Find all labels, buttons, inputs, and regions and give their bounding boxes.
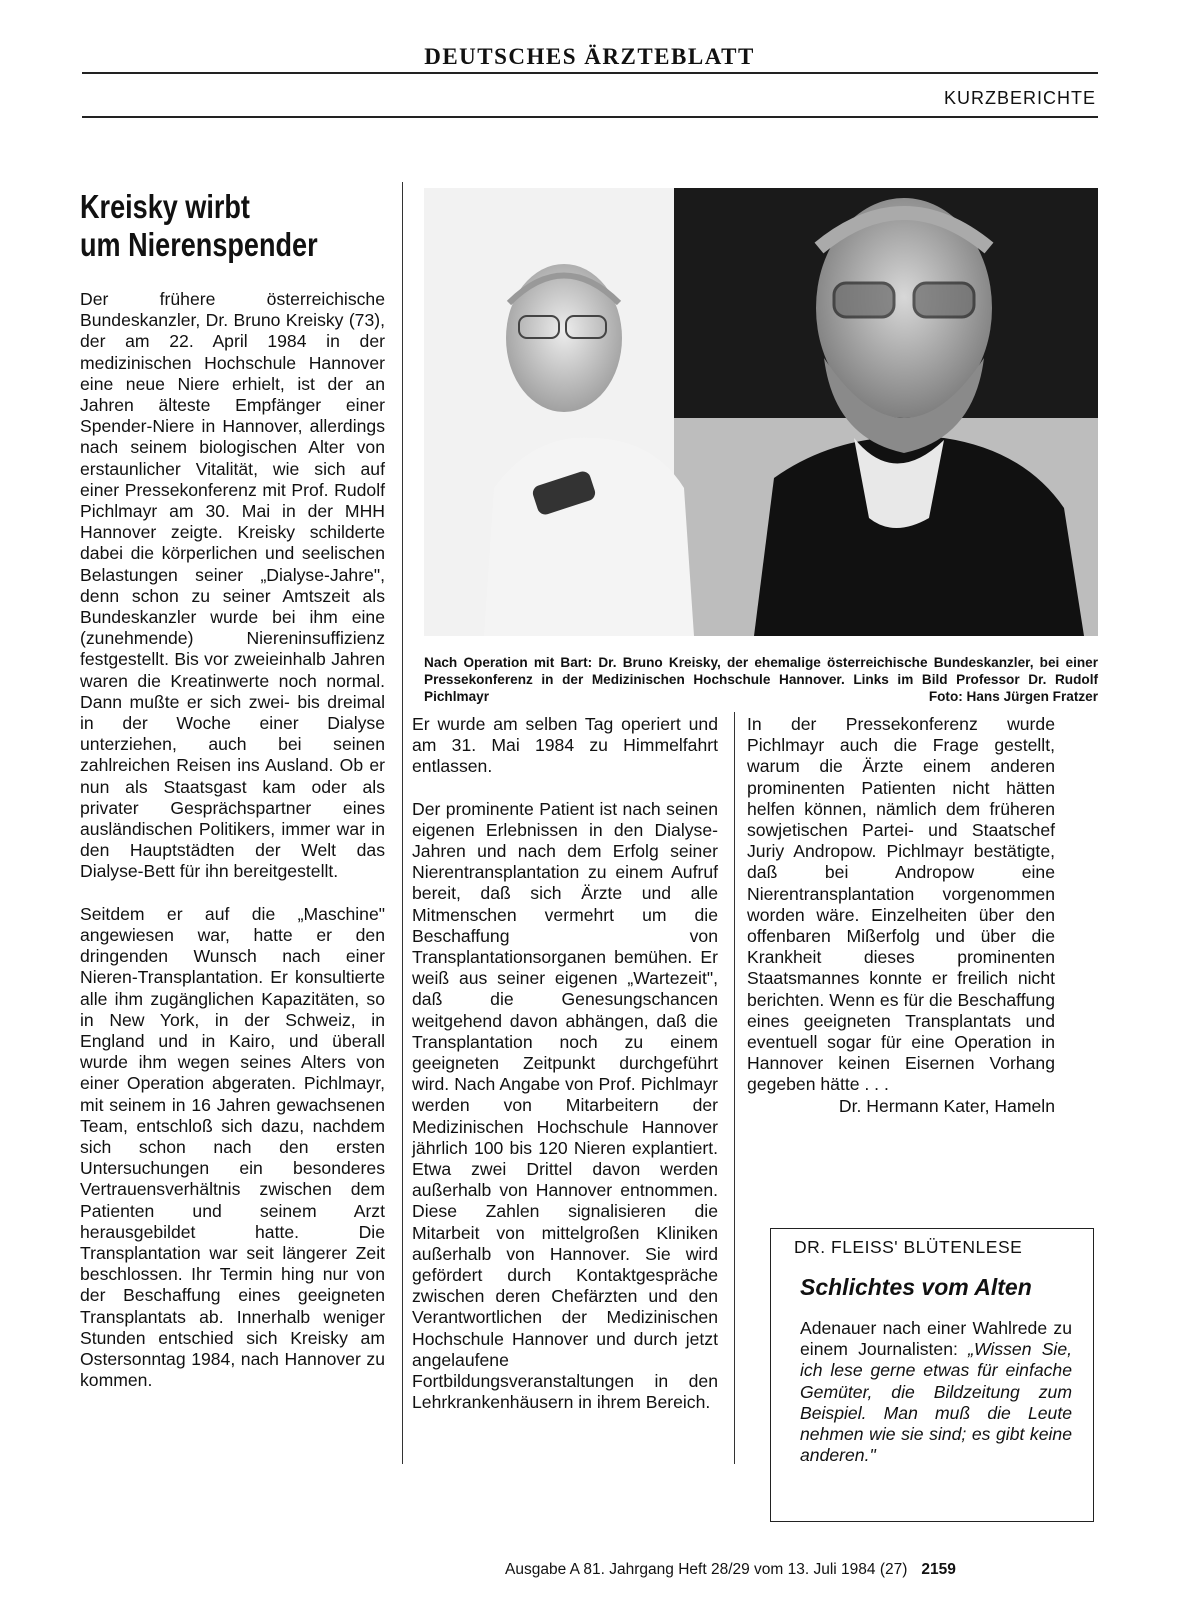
page-footer (505, 1561, 956, 1579)
column-divider (734, 712, 735, 1464)
sidebar-quote: „Wissen Sie, ich lese gerne etwas für einfache Gemüter, die Bildzeitung zum Beispiel. Man muß die Leute nehmen wie sie sind; es gibt keine anderen." (800, 1339, 1073, 1466)
article-paragraph: Er wurde am selben Tag operiert und am 31. Mai 1984 zu Himmelfahrt entlassen. (412, 714, 718, 777)
photo-caption (424, 654, 1098, 705)
caption-text: Nach Operation mit Bart: Dr. Bruno Kreisky, der ehemalige österreichische Bundeskanzler, bei einer Pressekonferenz in der Medizinischen Hochschule Hannover. Links im Bild Professor Dr. Rudolf Pichlmayr (424, 655, 1098, 704)
article-paragraph: Seitdem er auf die „Maschine" angewiesen war, hatte er den dringenden Wunsch nach einer Nieren-Transplantation. Er konsultierte alle ihm zugänglichen Kapazitäten, so in New York, in der Schweiz, in England und in Kairo, und überall wurde ihm wegen seines Alters von einer Operation abgeraten. Pichlmayr, mit seinem in 16 Jahren gewachsenen Team, entschloß sich dazu, nachdem sich schon nach den ersten Untersuchungen ein besonderes Vertrauensverhältnis zwischen dem Patienten und seinem Arzt herausgebildet hatte. Die Transplantation war seit längerer Zeit beschlossen. Ihr Termin hing nur von der Beschaffung eines geeigneten Transplantats ab. Innerhalb weniger Stunden entschied sich Kreisky am Ostersonntag 1984, nach Hannover zu kommen. (80, 903, 385, 1391)
photo-illustration (424, 188, 1098, 636)
headline-line-1: Kreisky wirbt (80, 188, 250, 225)
article-paragraph: Der prominente Patient ist nach seinen eigenen Erlebnissen in den Dialyse-Jahren und nach dem Erfolg seiner Nierentransplantation zu einem Aufruf bereit, daß sich Ärzte und alle Mitmenschen vermehrt um die Beschaffung von Transplantationsorganen bemühen. Er weiß aus seiner eigenen „Wartezeit", daß die Genesungschancen weitgehend davon abhängen, daß die Transplantation noch zu einem geeigneten Zeitpunkt durchgeführt wird. Nach Angabe von Prof. Pichlmayr werden von Mitarbeitern der Medizinischen Hochschule Hannover jährlich 100 bis 120 Nieren explantiert. Etwa zwei Drittel davon werden außerhalb von Hannover entnommen. Diese Zahlen signalisieren die Mitarbeit von mittelgroßen Kliniken außerhalb von Hannover. Sie wird gefördert durch Kontaktgespräche zwischen deren Chefärzten und den Verantwortlichen der Medizinischen Hochschule Hannover und durch jetzt angelaufene Fortbildungsveranstaltungen in den Lehrkrankenhäusern in ihrem Bereich. (412, 798, 718, 1413)
sidebar-title: Schlichtes vom Alten (800, 1274, 1032, 1300)
author-signature: Dr. Hermann Kater, Hameln (838, 1095, 1055, 1116)
column-divider (402, 182, 403, 1464)
article-paragraph: In der Pressekonferenz wurde Pichlmayr auch die Frage gestellt, warum die Ärzte einem anderen prominenten Patienten nicht hätten helfen können, nämlich dem früheren sowjetischen Partei- und Staatschef Juriy Andropow. Pichlmayr bestätigte, daß bei Andropow eine Nierentransplantation vorgenommen worden wäre. Einzelheiten über den offenbaren Mißerfolg und über die Krankheit dieses prominenten Staatsmannes konnte er freilich nicht berichten. Wenn es für die Beschaffung eines geeigneten Transplantats und eventuell sogar für eine Operation in Hannover keinen Eisernen Vorhang gegeben hätte . . . (747, 714, 1055, 1095)
section-label: KURZBERICHTE (943, 88, 1096, 108)
sidebar-intro: Adenauer nach einer Wahlrede zu einem Journalisten: (800, 1318, 1072, 1360)
sidebar-label: DR. FLEISS' BLÜTENLESE (794, 1237, 1023, 1257)
article-photo (424, 188, 1098, 636)
article-column-3 (747, 714, 1055, 1117)
photo-credit: Foto: Hans Jürgen Fratzer (928, 689, 1098, 704)
article-column-2 (412, 714, 718, 1435)
header-rule-top (82, 72, 1098, 74)
headline-line-2: um Nierenspender (80, 226, 318, 263)
page-number: 2159 (921, 1561, 956, 1578)
header-rule-bottom (82, 116, 1098, 118)
article-paragraph: Der frühere österreichische Bundeskanzler, Dr. Bruno Kreisky (73), der am 22. April 1984 in der medizinischen Hochschule Hannover eine neue Niere erhielt, ist der an Jahren älteste Empfänger einer Spender-Niere in Hannover, allerdings nach seinem biologischen Alter von erstaunlicher Vitalität, wie sich auf einer Pressekonferenz mit Prof. Rudolf Pichlmayr am 30. Mai in der MHH Hannover zeigte. Kreisky schilderte dabei die körperlichen und seelischen Belastungen seiner „Dialyse-Jahre", denn schon zu seiner Amtszeit als Bundeskanzler wurde bei ihm eine (zunehmende) Niereninsuffizienz festgestellt. Bis vor zweieinhalb Jahren waren die Kreatinwerte noch normal. Dann mußte er sich zwei- bis dreimal in der Woche einer Dialyse unterziehen, auch bei seinen zahlreichen Reisen ins Ausland. Ob er nun als Staatsgast kam oder als privater Gesprächspartner eines ausländischen Politikers, immer war in den Hauptstädten der Welt das Dialyse-Bett für ihn bereitgestellt. (80, 289, 385, 882)
issue-info: Ausgabe A 81. Jahrgang Heft 28/29 vom 13. Juli 1984 (27) (505, 1561, 908, 1578)
masthead: DEUTSCHES ÄRZTEBLATT (424, 44, 755, 69)
article-headline (80, 188, 375, 264)
article-column-1 (80, 289, 385, 1412)
sidebar-text (800, 1318, 1072, 1466)
